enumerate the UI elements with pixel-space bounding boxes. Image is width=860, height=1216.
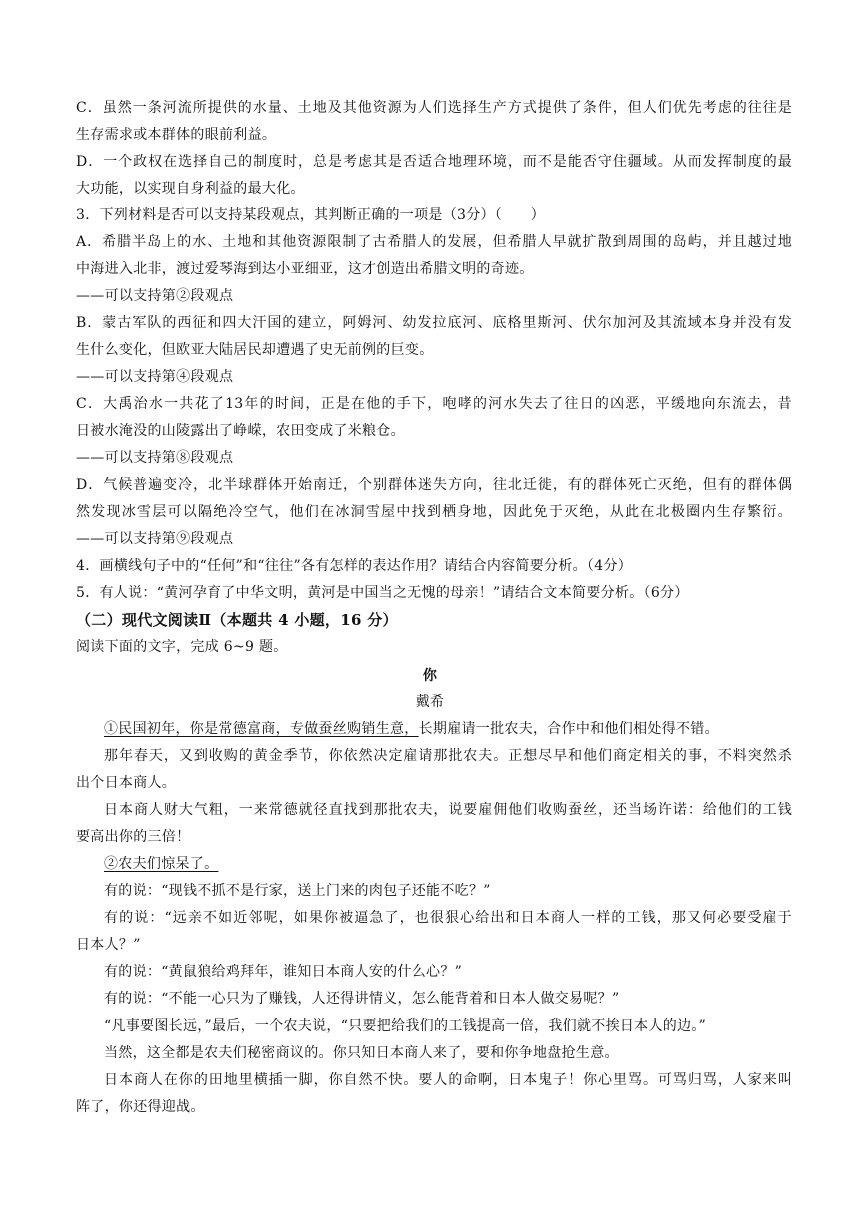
story-paragraph-3-line1: 日本商人财大气粗，一来常德就径直找到那批农夫，说要雇佣他们收购蚕丝，还当场许诺：给他们的工钱 <box>104 802 792 818</box>
q3-option-c-line1: C．大禹治水一共花了13年的时间，正是在他的手下，咆哮的河水失去了往日的凶恶，平缓地向东流去，昔 <box>76 396 792 412</box>
q3-option-d-line1: D．气候普遍变冷，北半球群体开始南迁，个别群体迷失方向，往北迁徙，有的群体死亡灭绝，但有的群体偶 <box>76 477 792 493</box>
q2-option-c-line2: 生存需求或本群体的眼前利益。 <box>76 127 277 143</box>
q3-option-b-judgement: ——可以支持第④段观点 <box>76 369 234 385</box>
underlined-sentence-2: ②农夫们惊呆了。 <box>104 856 219 872</box>
q2-option-d-line2: 大功能，以实现自身利益的最大化。 <box>76 181 305 197</box>
q3-option-a-line2: 中海进入北非，渡过爱琴海到达小亚细亚，这才创造出希腊文明的奇迹。 <box>76 261 534 277</box>
story-paragraph-4 <box>104 855 792 873</box>
section-heading: （二）现代文阅读Ⅱ（本题共 4 小题，16 分） <box>76 611 398 629</box>
story-title: 你 <box>422 668 438 684</box>
story-paragraph-11-line1: 日本商人在你的田地里横插一脚，你自然不快。要人的命啊，日本鬼子！你心里骂。可骂归骂，人家来叫 <box>104 1072 792 1088</box>
q3-option-a-judgement: ——可以支持第②段观点 <box>76 288 234 304</box>
underlined-sentence-1: ①民国初年，你是常德富商，专做蚕丝购销生意， <box>104 721 419 737</box>
story-paragraph-6-line2: 日本人？” <box>76 937 141 953</box>
q2-option-c-line1: C．虽然一条河流所提供的水量、土地及其他资源为人们选择生产方式提供了条件，但人们优先考虑的往往是 <box>76 100 792 116</box>
story-paragraph-10: 当然，这全都是农夫们秘密商议的。你只知日本商人来了，要和你争地盘抢生意。 <box>104 1045 619 1061</box>
story-paragraph-5: 有的说：“现钱不抓不是行家，送上门来的肉包子还能不吃？” <box>104 883 491 899</box>
question-4: 4．画横线句子中的“任何”和“往往”各有怎样的表达作用？请结合内容简要分析。（4分） <box>76 558 633 574</box>
section-instruction: 阅读下面的文字，完成 6~9 题。 <box>76 639 288 655</box>
story-paragraph-2-line1: 那年春天，又到收购的黄金季节，你依然决定雇请那批农夫。正想尽早和他们商定相关的事，不料突然杀 <box>104 748 792 764</box>
q2-option-d-line1: D．一个政权在选择自己的制度时，总是考虑其是否适合地理环境，而不是能否守住疆域。从而发挥制度的最 <box>76 154 792 170</box>
q3-option-c-line2: 日被水淹没的山陵露出了峥嵘，农田变成了米粮仓。 <box>76 423 405 439</box>
story-author: 戴希 <box>415 694 445 710</box>
story-paragraph-1 <box>104 720 792 738</box>
q3-option-b-line1: B．蒙古军队的西征和四大汗国的建立，阿姆河、幼发拉底河、底格里斯河、伏尔加河及其流域本身并没有发 <box>76 315 792 331</box>
question-5: 5．有人说：“黄河孕育了中华文明，黄河是中国当之无愧的母亲！”请结合文本简要分析。（6分） <box>76 585 689 601</box>
story-paragraph-6-line1: 有的说：“远亲不如近邻呢，如果你被逼急了，也很狠心给出和日本商人一样的工钱，那又何必要受雇于 <box>104 910 792 926</box>
q3-option-a-line1: A．希腊半岛上的水、土地和其他资源限制了古希腊人的发展，但希腊人早就扩散到周围的岛屿，并且越过地 <box>76 234 792 250</box>
q3-option-b-line2: 生什么变化，但欧亚大陆居民却遭遇了史无前例的巨变。 <box>76 342 434 358</box>
story-paragraph-8: 有的说：“不能一心只为了赚钱，人还得讲情义，怎么能背着和日本人做交易呢？” <box>104 991 620 1007</box>
q3-option-d-judgement: ——可以支持第⑨段观点 <box>76 531 234 547</box>
q3-stem: 3．下列材料是否可以支持某段观点，其判断正确的一项是（3分）（ ） <box>76 207 546 223</box>
story-paragraph-3-line2: 要高出你的三倍！ <box>76 829 191 845</box>
story-paragraph-2-line2: 出个日本商人。 <box>76 775 177 791</box>
story-paragraph-11-line2: 阵了，你还得迎战。 <box>76 1099 205 1115</box>
q3-option-c-judgement: ——可以支持第⑧段观点 <box>76 450 234 466</box>
paragraph-1-rest: 长期雇请一批农夫，合作中和他们相处得不错。 <box>418 721 719 737</box>
story-paragraph-9: “凡事要图长远，”最后，一个农夫说，“只要把给我们的工钱提高一倍，我们就不挨日本人的边。” <box>104 1018 707 1034</box>
q3-option-d-line2: 然发现冰雪层可以隔绝冷空气，他们在冰洞雪屋中找到栖身地，因此免于灭绝，从此在北极圈内生存繁衍。 <box>76 504 792 520</box>
story-paragraph-7: 有的说：“黄鼠狼给鸡拜年，谁知日本商人安的什么心？” <box>104 964 463 980</box>
